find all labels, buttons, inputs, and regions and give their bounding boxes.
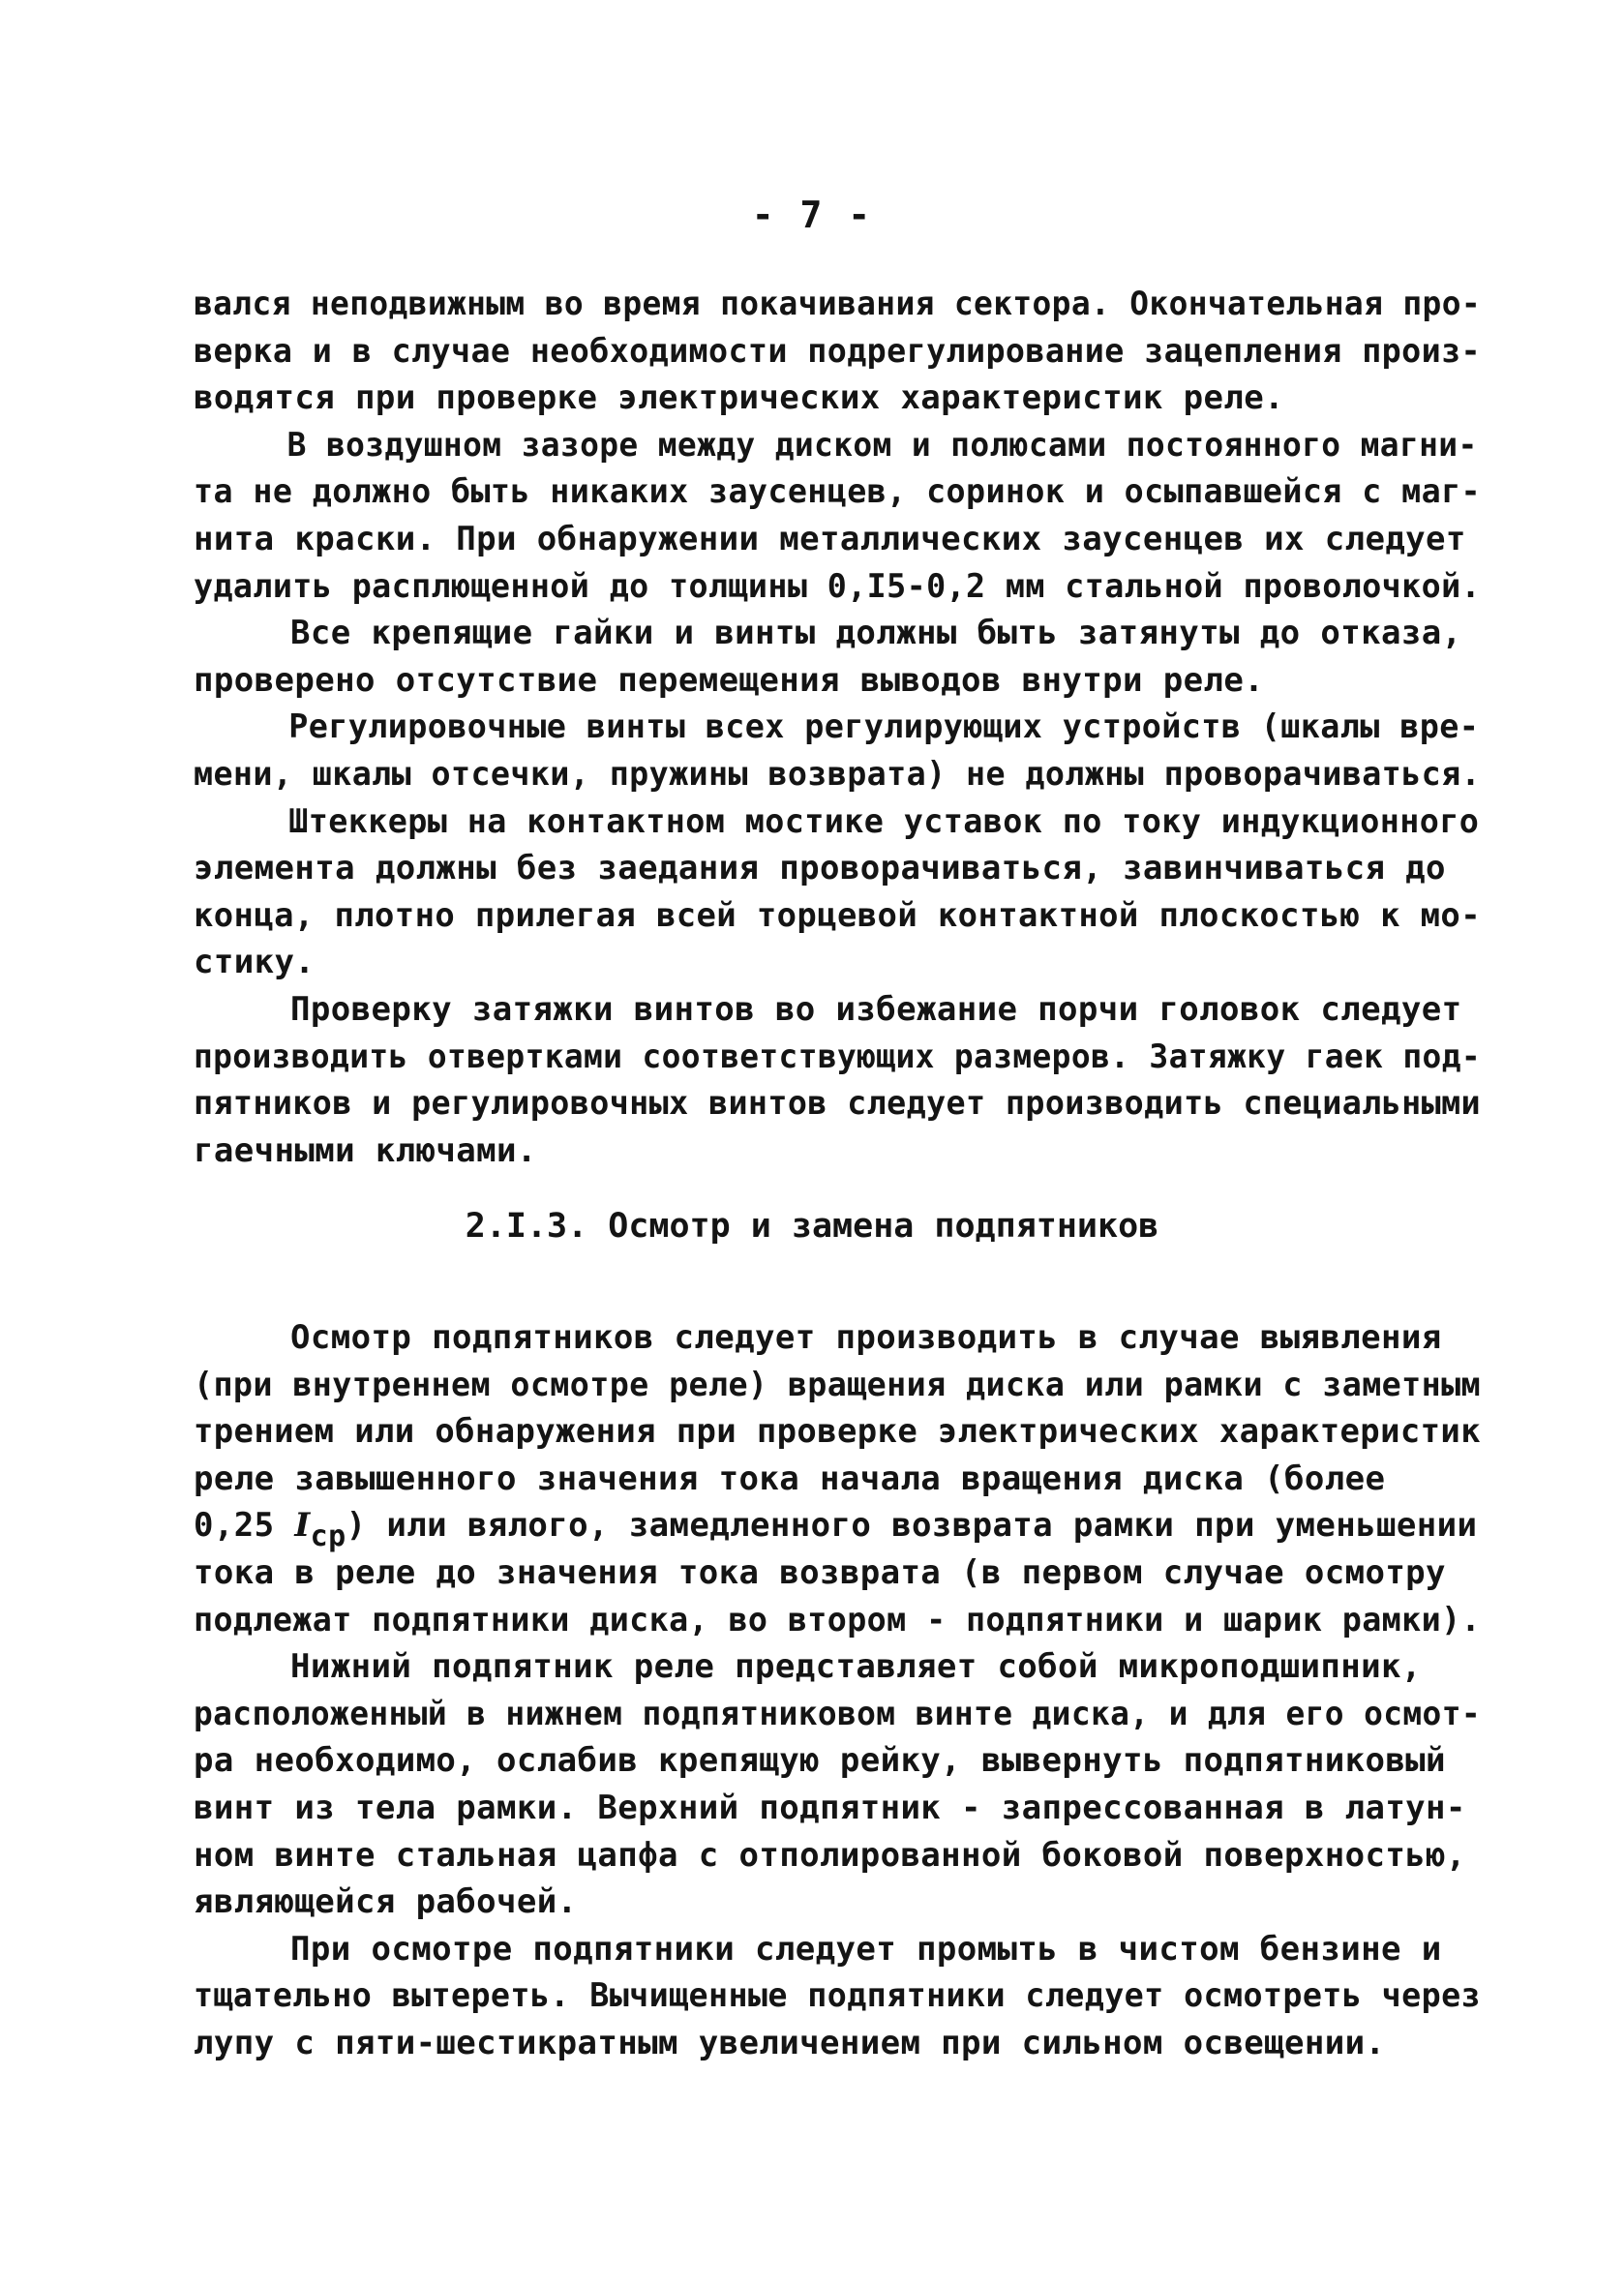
text-line: та не должно быть никаких заусенцев, соринок и осыпавшейся с маг- [194,472,1481,512]
page-number: - 7 - [751,194,873,236]
paragraph-lines-after-formula [194,1549,1481,2067]
text-line: мени, шкалы отсечки, пружины возврата) не должны проворачиваться. [194,754,1481,794]
text-line: тока в реле до значения тока возврата (в первом случае осмотру [194,1552,1446,1592]
text-line: верка и в случае необходимости подрегулирование зацепления произ- [194,331,1481,371]
text-line: ном винте стальная цапфа с отполированной боковой поверхностью, [194,1835,1466,1875]
text-line: трением или обнаружения при проверке электрических характеристик [194,1412,1481,1452]
text-line: конца, плотно прилегая всей торцевой контактной плоскостью к мо- [194,895,1481,935]
text-line: ра необходимо, ослабив крепящую рейку, вывернуть подпятниковый [194,1741,1446,1781]
text-line: расположенный в нижнем подпятниковом винте диска, и для его осмот- [194,1694,1481,1733]
text-line: Нижний подпятник реле представляет собой микроподшипник, [290,1647,1422,1687]
text-line: проверено отсутствие перемещения выводов внутри реле. [194,660,1265,700]
text-line: нита краски. При обнаружении металлических заусенцев их следует [194,519,1466,558]
text-line: Регулировочные винты всех регулирующих устройств (шкалы вре- [288,707,1480,747]
text-line: винт из тела рамки. Верхний подпятник - запрессованная в латун- [194,1788,1466,1827]
text-line: являющейся рабочей. [194,1882,578,1922]
text-line: Осмотр подпятников следует производить в случае выявления [290,1318,1442,1357]
text-line: гаечными ключами. [194,1130,537,1170]
current-subscript: ср [310,1519,346,1554]
text-line: подлежат подпятники диска, во втором - подпятники и шарик рамки). [194,1600,1481,1639]
text-line: водятся при проверке электрических характеристик реле. [194,378,1284,418]
text-line: Штеккеры на контактном мостике уставок по току индукционного [288,801,1480,841]
text-line: лупу с пяти-шестикратным увеличением при сильном освещении. [194,2023,1386,2062]
text-line: Все крепящие гайки и винты должны быть затянуты до отказа, [290,614,1462,653]
formula-prefix: 0,25 [194,1506,295,1546]
text-line: Проверку затяжки винтов во избежание порчи головок следует [290,989,1462,1029]
section-heading: 2.I.3. Осмотр и замена подпятников [465,1207,1159,1246]
formula-line [194,1502,1481,1554]
text-line: пятников и регулировочных винтов следует производить специальными [194,1084,1481,1124]
text-block-bearing-inspection [194,1314,1481,2067]
text-line: В воздушном зазоре между диском и полюсами постоянного магни- [286,425,1478,465]
text-line: (при внутреннем осмотре реле) вращения диска или рамки с заметным [194,1365,1481,1404]
text-line: производить отвертками соответствующих размеров. Затяжку гаек под- [194,1037,1481,1076]
text-line: При осмотре подпятники следует промыть в чистом бензине и [290,1929,1442,1969]
formula-suffix: ) или вялого, замедленного возврата рамки при уменьшении [346,1506,1478,1546]
text-line: реле завышенного значения тока начала вращения диска (более [194,1459,1386,1498]
text-block-requirements [194,281,1481,1174]
current-symbol: I [294,1506,311,1546]
text-line: удалить расплющенной до толщины 0,I5-0,2 мм стальной проволочкой. [194,566,1481,606]
text-line: тщательно вытереть. Вычищенные подпятники следует осмотреть через [194,1976,1481,2016]
text-line: стику. [194,943,316,982]
text-line: вался неподвижным во время покачивания сектора. Окончательная про- [194,285,1481,323]
paragraph-lines-before-formula [194,1314,1481,1502]
text-line: элемента должны без заедания проворачиваться, завинчиваться до [194,849,1446,888]
